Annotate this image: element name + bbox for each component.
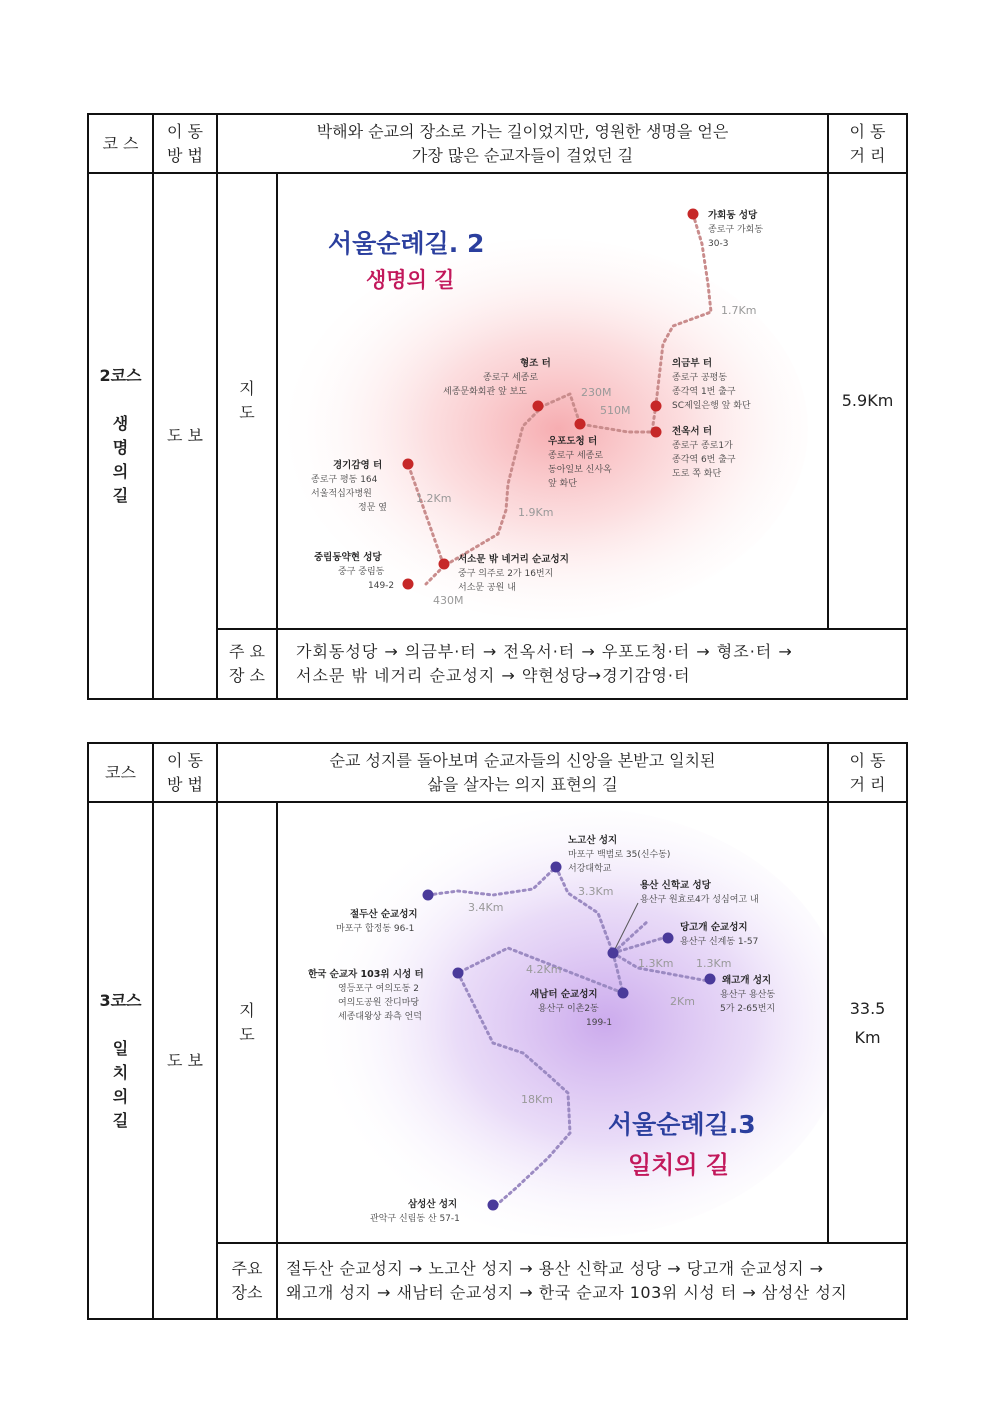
distance-label: 4.2Km [526,963,562,976]
course-2-header-row [88,114,907,173]
distance-label: 1.3Km [696,957,732,970]
stop-addr-nogosan-1: 마포구 백범로 35(신수동) [568,850,671,860]
stop-addr-jeonokseo-2: 종각역 6번 출구 [672,455,736,465]
places-label: 주 요 장 소 [217,629,277,699]
stop-addr-gyeonggi-3: 정문 옆 [358,503,387,513]
course-description: 박해와 순교의 장소로 가는 길이었지만, 영원한 생명을 얻은 가장 많은 순교자들이 걸었던 길 [217,114,828,173]
course-2-map-cell [277,173,828,629]
stop-addr-saenamteo-2: 199-1 [586,1018,613,1028]
stop-name-hyeongjo: 형조 터 [520,358,551,369]
stop-dot-saenamteo [618,988,629,999]
stop-addr-gyeonggi-2: 서울적십자병원 [311,489,372,499]
stop-addr-waegogae-2: 5가 2-65번지 [720,1004,776,1014]
course-2-table [87,113,908,700]
stop-dot-uigeumbu [651,401,662,412]
stop-dot-hyeongjo [533,401,544,412]
distance-label: 1.7Km [721,304,757,317]
stop-dot-seosomun [439,559,450,570]
course-2-method: 도 보 [153,173,217,699]
stop-addr-upodocheong-2: 동아일보 신사옥 [548,465,612,475]
stop-dot-waegogae [705,974,716,985]
map-title: 서울순례길.3 [608,1110,756,1139]
stop-dot-danggogae [663,933,674,944]
stop-addr-waegogae-1: 용산구 용산동 [720,990,776,1000]
stop-addr-gahoe-1: 종로구 가회동 [708,225,764,235]
stop-name-uigeumbu: 의금부 터 [672,358,713,369]
stop-name-upodocheong: 우포도청 터 [548,436,598,447]
map-title: 서울순례길. 2 [328,229,485,258]
stop-dot-samseongsan [488,1200,499,1211]
stop-dot-upodocheong [575,419,586,430]
stop-addr-upodocheong-1: 종로구 세종로 [548,451,604,461]
header-course-cell: 코스 [88,743,153,802]
distance-label: 230M [581,386,612,399]
stop-name-waegogae: 왜고개 성지 [722,975,772,986]
stop-dot-yongsan [608,948,619,959]
course-description: 순교 성지를 돌아보며 순교자들의 신앙을 본받고 일치된 삶을 살자는 의지 표현의 길 [217,743,828,802]
stop-addr-hyeongjo-1: 종로구 세종로 [483,373,539,383]
header-method-cell: 이 동 방 법 [153,743,217,802]
header-method-cell: 이 동 방 법 [153,114,217,173]
header-distance-cell: 이 동 거 리 [828,743,907,802]
distance-label: 3.3Km [578,885,614,898]
stop-dot-yakhyeon [403,579,414,590]
course-3-map-cell [277,802,828,1243]
stop-dot-nogosan [551,862,562,873]
stop-addr-yongsan-1: 용산구 원효로4가 성심여고 내 [640,895,759,905]
distance-label: 1.3Km [638,957,674,970]
distance-label: 2Km [670,995,695,1008]
stop-name-seosomun: 서소문 밖 네거리 순교성지 [458,554,569,565]
stop-addr-uigeumbu-1: 종로구 공평동 [672,373,728,383]
stop-addr-danggogae-1: 용산구 신계동 1-57 [680,937,759,947]
course-2-map [278,174,827,628]
map-subtitle: 일치의 길 [628,1151,730,1179]
stop-name-nogosan: 노고산 성지 [568,835,618,846]
distance-label: 3.4Km [468,901,504,914]
course-3-table [87,742,908,1320]
stop-dot-jeonokseo [651,427,662,438]
course-2-label: 2코스 생 명 의 길 [88,173,153,699]
stop-addr-sisung-3: 세종대왕상 좌측 언덕 [338,1012,422,1022]
stop-addr-sisung-2: 여의도공원 잔디마당 [338,998,420,1008]
stop-name-gyeonggi: 경기감영 터 [333,460,383,471]
stop-name-samseongsan: 삼성산 성지 [408,1199,458,1210]
stop-name-danggogae: 당고개 순교성지 [680,922,748,933]
stop-addr-hyeongjo-2: 세종문화회관 앞 보도 [443,387,527,397]
course-3-map-row [88,802,907,1243]
stop-addr-seosomun-1: 중구 의주로 2가 16번지 [458,569,554,579]
stop-addr-gahoe-2: 30-3 [708,239,729,249]
distance-label: 510M [600,404,631,417]
header-distance-cell: 이 동 거 리 [828,114,907,173]
map-label: 지 도 [217,802,277,1243]
stop-addr-samseongsan-1: 관악구 신림동 산 57-1 [370,1214,460,1224]
stop-addr-yakhyeon-2: 149-2 [368,581,395,591]
stop-addr-gyeonggi-1: 종로구 평동 164 [311,475,378,485]
stop-addr-uigeumbu-2: 종각역 1번 출구 [672,387,736,397]
stop-name-jeoldusan: 절두산 순교성지 [350,909,418,920]
header-course-cell: 코 스 [88,114,153,173]
stop-addr-nogosan-2: 서강대학교 [568,864,612,874]
course-2-distance: 5.9Km [828,173,907,629]
stop-addr-uigeumbu-3: SC제일은행 앞 화단 [672,401,751,411]
course-3-header-row [88,743,907,802]
map-subtitle: 생명의 길 [366,268,455,292]
stop-addr-jeonokseo-3: 도로 쪽 화단 [672,469,722,479]
course-3-label: 3코스 일 치 의 길 [88,802,153,1319]
stop-name-yongsan: 용산 신학교 성당 [640,880,711,891]
stop-dot-jeoldusan [423,890,434,901]
course-2-places: 가회동성당 → 의금부·터 → 전옥서·터 → 우포도청·터 → 형조·터 → 서소문 밖 네거리 순교성지 → 약현성당→경기감영·터 [277,629,907,699]
stop-addr-jeoldusan-1: 마포구 합정동 96-1 [336,924,415,934]
map-label: 지 도 [217,173,277,629]
distance-label: 18Km [521,1093,553,1106]
course-3-method: 도 보 [153,802,217,1319]
stop-name-gahoe: 가회동 성당 [708,210,758,221]
distance-label: 1.9Km [518,506,554,519]
course-2-map-row [88,173,907,629]
course-3-distance: 33.5 Km [828,802,907,1243]
places-label: 주요 장소 [217,1243,277,1319]
stop-dot-gyeonggi [403,459,414,470]
distance-label: 430M [433,594,464,607]
course-3-places: 절두산 순교성지 → 노고산 성지 → 용산 신학교 성당 → 당고개 순교성지 → 왜고개 성지 → 새남터 순교성지 → 한국 순교자 103위 시성 터 → 삼성산 성지 [277,1243,907,1319]
stop-addr-jeonokseo-1: 종로구 종로1가 [672,441,733,451]
stop-name-yakhyeon: 중림동약현 성당 [314,552,382,563]
course-3-map [278,803,827,1242]
stop-addr-saenamteo-1: 용산구 이촌2동 [538,1004,599,1014]
stop-dot-gahoe [688,209,699,220]
stop-dot-sisung [453,968,464,979]
stop-addr-seosomun-2: 서소문 공원 내 [458,583,516,593]
stop-addr-sisung-1: 영등포구 여의도동 2 [338,984,420,994]
stop-addr-yakhyeon-1: 중구 중림동 [338,567,385,577]
stop-addr-upodocheong-3: 앞 화단 [548,479,577,489]
stop-name-jeonokseo: 전옥서 터 [672,426,713,437]
stop-name-saenamteo: 새남터 순교성지 [530,989,598,1000]
distance-label: 1.2Km [416,492,452,505]
stop-name-sisung: 한국 순교자 103위 시성 터 [308,969,424,980]
